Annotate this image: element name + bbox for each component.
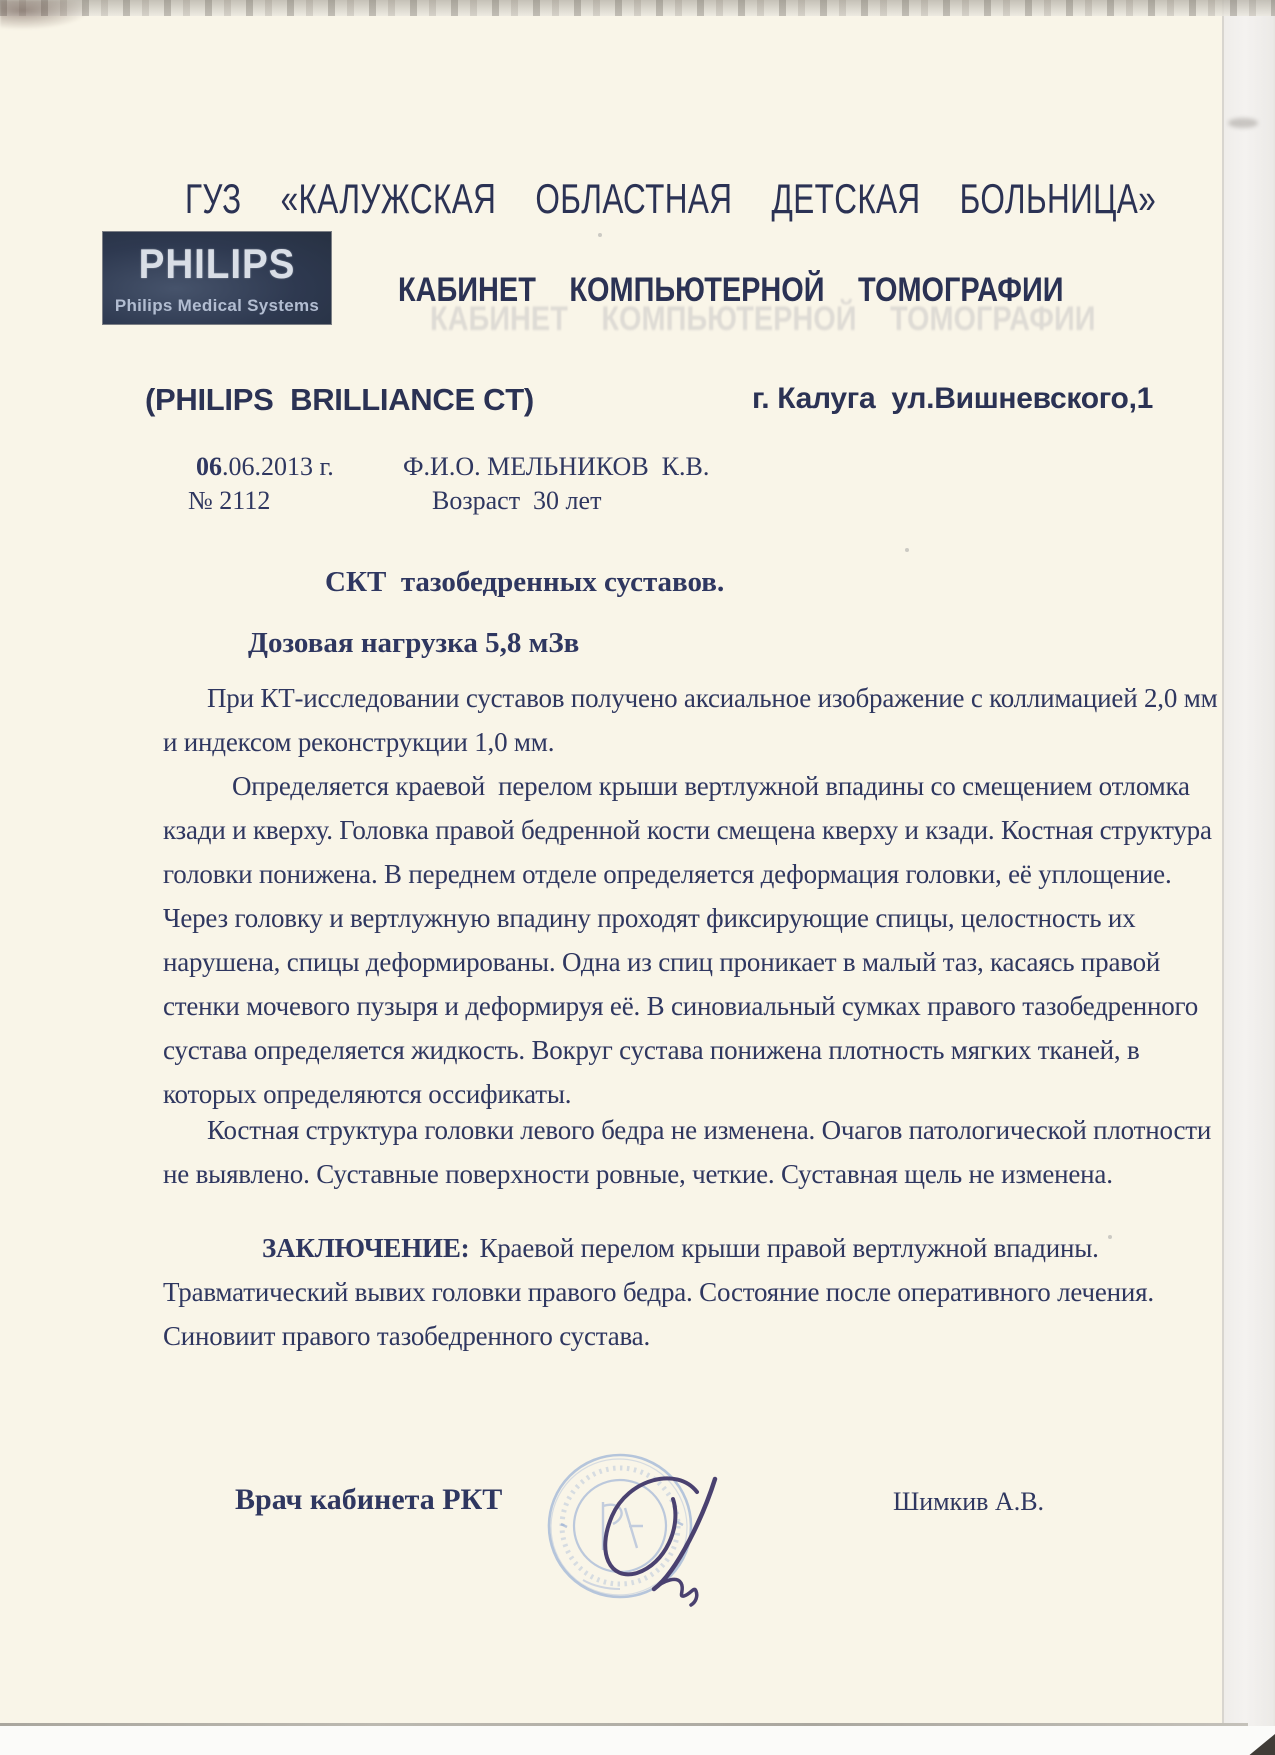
dept-line-print-ghost: КАБИНЕТ КОМПЬЮТЕРНОЙ ТОМОГРАФИИ — [430, 300, 1096, 338]
text-line: нарушена, спицы деформированы. Одна из спиц проникает в малый таз, касаясь правой — [163, 947, 1161, 977]
stamp-and-signature — [525, 1430, 755, 1615]
report-number: № 2112 — [188, 486, 271, 515]
patient-age: Возраст 30 лет — [432, 486, 602, 515]
scanner-bottom-margin — [0, 1726, 1275, 1755]
dept-line: КАБИНЕТ КОМПЬЮТЕРНОЙ ТОМОГРАФИИ — [398, 271, 1064, 309]
scan-right-smudge — [1228, 118, 1258, 128]
signature-icon — [605, 1478, 715, 1605]
scan-top-edge — [0, 0, 1275, 16]
dose-line: Дозовая нагрузка 5,8 мЗв — [248, 627, 580, 659]
philips-logo-subtitle: Philips Medical Systems — [114, 296, 320, 315]
scanner-right-margin — [1222, 0, 1275, 1755]
dust-speck — [598, 233, 602, 237]
text-line: и индексом реконструкции 1,0 мм. — [163, 727, 555, 757]
report-date — [196, 452, 334, 482]
text-line: стенки мочевого пузыря и деформируя её. В синовиальный сумках правого тазобедренного — [163, 991, 1199, 1021]
doctor-name: Шимкив А.В. — [893, 1487, 1045, 1516]
paragraph-technique — [163, 676, 1217, 764]
paragraph-findings-right — [163, 764, 1212, 1116]
text-line: Определяется краевой перелом крыши вертлужной впадины со смещением отломка — [232, 771, 1190, 801]
conclusion-label: ЗАКЛЮЧЕНИЕ: — [262, 1233, 470, 1263]
report-date-day: 06 — [196, 452, 222, 481]
philips-logo-brand: PHILIPS — [138, 240, 296, 287]
conclusion-line — [163, 1226, 1154, 1270]
study-title: СКТ тазобедренных суставов. — [325, 566, 725, 598]
dust-speck — [905, 548, 909, 552]
text-line: Через головку и вертлужную впадину проходят фиксирующие спицы, целостность их — [163, 903, 1136, 933]
paragraph-findings-left — [163, 1108, 1211, 1196]
address-line: г. Калуга ул.Вишневского,1 — [752, 382, 1153, 415]
text-line: При КТ-исследовании суставов получено аксиальное изображение с коллимацией 2,0 мм — [207, 683, 1218, 713]
text-line: не выявлено. Суставные поверхности ровные, четкие. Суставная щель не изменена. — [163, 1159, 1113, 1189]
text-line: сустава определяется жидкость. Вокруг сустава понижена плотность мягких тканей, в — [163, 1035, 1140, 1065]
text-line: которых определяются оссификаты. — [163, 1079, 572, 1109]
doctor-title: Врач кабинета РКТ — [235, 1483, 503, 1516]
philips-logo — [103, 232, 331, 324]
text-line: Костная структура головки левого бедра не изменена. Очагов патологической плотности — [207, 1115, 1212, 1145]
conclusion-text: Краевой перелом крыши правой вертлужной впадины. — [479, 1233, 1099, 1263]
paragraph-conclusion — [163, 1226, 1154, 1358]
text-line: Травматический вывих головки правого бедра. Состояние после оперативного лечения. — [163, 1277, 1154, 1307]
scan-topleft-smudge — [0, 0, 90, 30]
text-line: головки понижена. В переднем отделе определяется деформация головки, её уплощение. — [163, 859, 1172, 889]
report-date-rest: .06.2013 г. — [222, 452, 334, 481]
patient-name: Ф.И.О. МЕЛЬНИКОВ К.В. — [403, 452, 710, 481]
scanner-model-line: (PHILIPS BRILLIANCE CT) — [145, 382, 534, 417]
hospital-name-line: ГУЗ «КАЛУЖСКАЯ ОБЛАСТНАЯ ДЕТСКАЯ БОЛЬНИЦА» — [185, 175, 1157, 222]
text-line: Синовиит правого тазобедренного сустава. — [163, 1321, 651, 1351]
text-line: кзади и кверху. Головка правой бедренной кости смещена кверху и кзади. Костная структура — [163, 815, 1212, 845]
